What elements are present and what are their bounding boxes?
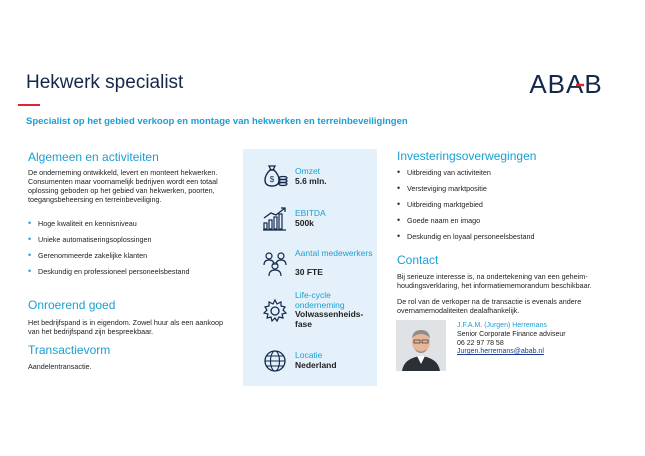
- contact-heading: Contact: [397, 253, 439, 267]
- list-item: • Deskundig en loyaal personeelsbestand: [397, 232, 627, 241]
- transaction-text: Aandelentransactie.: [28, 362, 92, 371]
- activities-heading: Algemeen en activiteiten: [28, 150, 159, 164]
- list-item: • Uitbreiding marktgebied: [397, 200, 627, 209]
- real-estate-text: Het bedrijfspand is in eigendom. Zowel huur als een aankoop van het bedrijfspand zijn bespreekbaar.: [28, 318, 223, 336]
- svg-text:$: $: [269, 175, 275, 184]
- kpi-value: 30 FTE: [295, 267, 323, 277]
- page-title: Hekwerk specialist: [26, 72, 184, 93]
- kpi-panel: [243, 149, 377, 386]
- employees-icon: [261, 249, 289, 277]
- contact-email-link[interactable]: Jurgen.herremans@abab.nl: [457, 348, 544, 355]
- contact-role-text: De rol van de verkoper na de transactie is evenals andere overnamemodaliteiten dealafhankelijk.: [397, 297, 582, 315]
- kpi-label: EBITDA: [295, 208, 326, 218]
- contact-phone: 06 22 97 78 58: [457, 339, 504, 347]
- contact-photo: [396, 320, 446, 371]
- globe-icon: [261, 347, 289, 375]
- investment-heading: Investeringsoverwegingen: [397, 149, 537, 163]
- list-item: • Goede naam en imago: [397, 216, 627, 225]
- kpi-label: Life-cycle onderneming: [295, 290, 345, 310]
- kpi-label: Omzet: [295, 166, 321, 176]
- contact-name: J.F.A.M. (Jurgen) Herremans: [457, 322, 547, 329]
- activities-intro: De onderneming ontwikkeld, levert en monteert hekwerken. Consumenten maar voornamelijk bedrijven wordt een totaal oplossing geboden op het gebied van hekwerken, poorten, toegangsbeheersing en terreinbeveiliging.: [28, 168, 218, 204]
- list-item: • Hoge kwaliteit en kennisniveau: [28, 219, 238, 228]
- title-accent-bar: [18, 104, 40, 106]
- money-bag-icon: [261, 161, 289, 189]
- investment-list: [397, 168, 627, 241]
- abab-logo: [520, 66, 612, 102]
- kpi-label: Locatie: [295, 350, 323, 360]
- activities-list: [28, 219, 238, 276]
- growth-chart-icon: [261, 204, 289, 232]
- list-item: • Gerenommeerde zakelijke klanten: [28, 251, 238, 260]
- kpi-value: Volwassenheids-fase: [295, 309, 364, 329]
- page-subtitle: Specialist op het gebied verkoop en montage van hekwerken en terreinbeveiligingen: [26, 116, 408, 127]
- transaction-heading: Transactievorm: [28, 343, 111, 357]
- list-item: • Deskundig en professioneel personeelsbestand: [28, 267, 238, 276]
- kpi-label: Aantal medewerkers: [295, 248, 373, 258]
- kpi-value: 500k: [295, 218, 314, 228]
- list-item: • Uitbreiding van activiteiten: [397, 168, 627, 177]
- list-item: • Versteviging marktpositie: [397, 184, 627, 193]
- real-estate-heading: Onroerend goed: [28, 298, 116, 312]
- person-portrait-icon: [396, 320, 446, 371]
- kpi-value: Nederland: [295, 360, 337, 370]
- contact-role: Senior Corporate Finance adviseur: [457, 331, 566, 338]
- contact-text: Bij serieuze interesse is, na ondertekening van een geheim-houdingsverklaring, het informatiememorandum beschikbaar.: [397, 272, 592, 290]
- kpi-value: 5.6 mln.: [295, 176, 327, 186]
- list-item: • Unieke automatiseringsoplossingen: [28, 235, 238, 244]
- logo-text: ABAB: [529, 69, 603, 99]
- gear-cycle-icon: [261, 297, 289, 325]
